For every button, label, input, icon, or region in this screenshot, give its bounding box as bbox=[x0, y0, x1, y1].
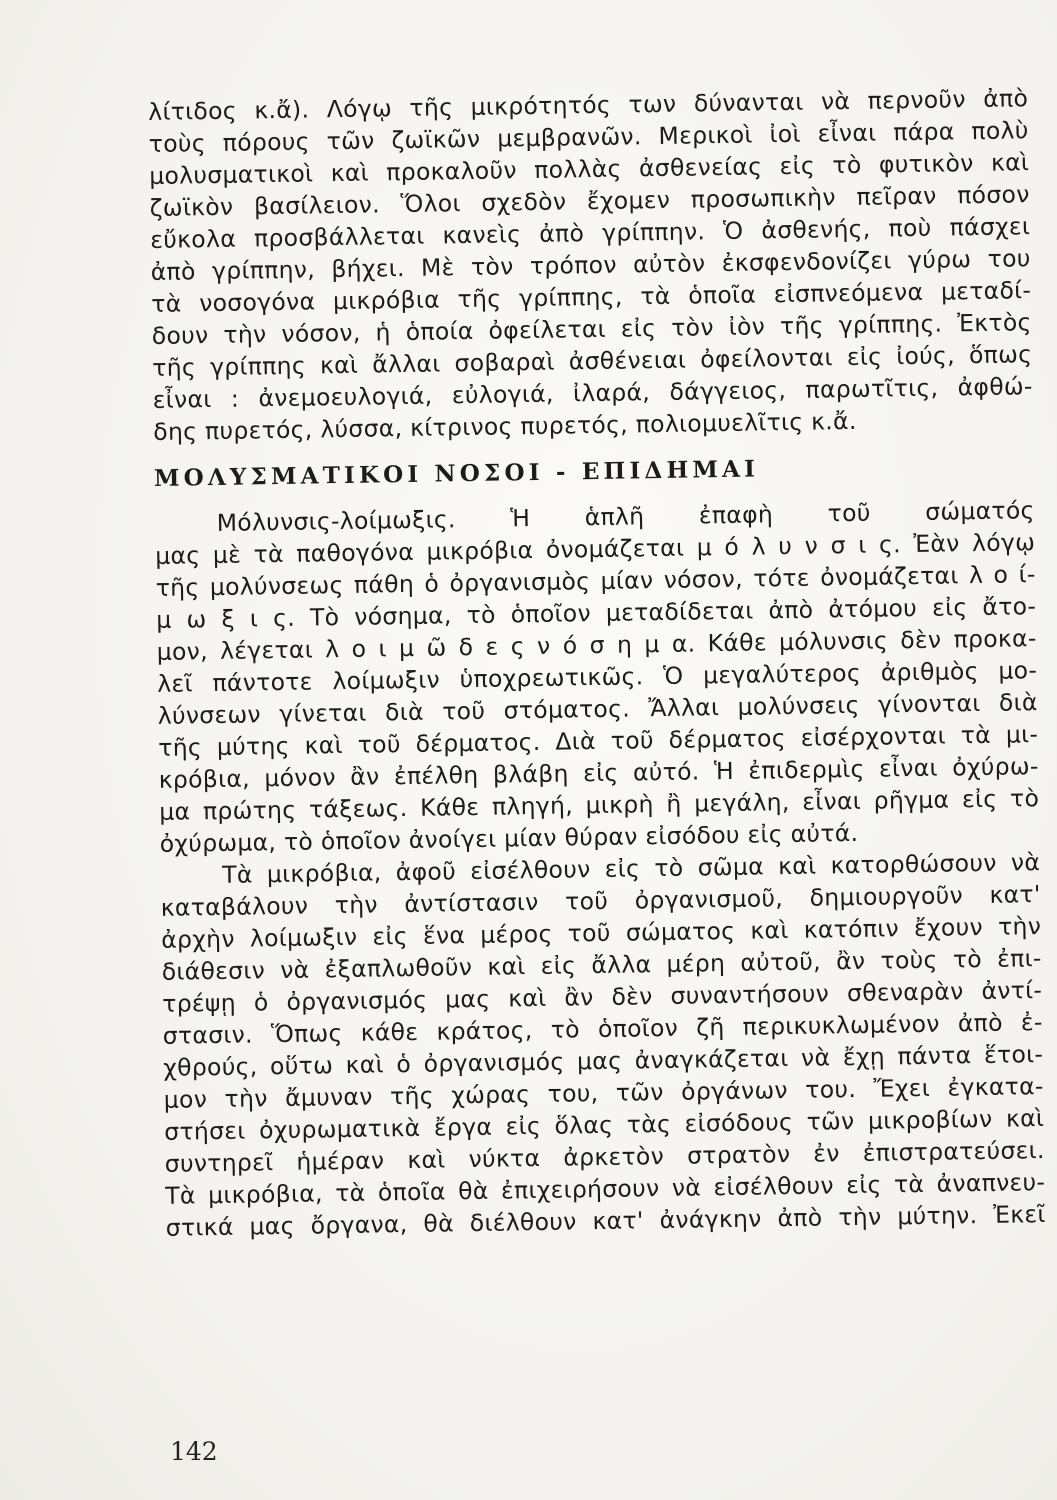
text-line: τρέψῃ ὁ ὀργανισμός μας καὶ ἂν δὲν συναντήσουν σθεναρὰν ἀντί- bbox=[162, 976, 1043, 1018]
text-line: καταβάλουν τὴν ἀντίστασιν τοῦ ὀργανισμοῦ, δημιουργοῦν κατ' bbox=[160, 880, 1041, 922]
page-number: 142 bbox=[170, 1437, 218, 1466]
text-line: χθρούς, οὕτω καὶ ὁ ὀργανισμός μας ἀναγκάζεται νὰ ἔχῃ πάντα ἕτοι- bbox=[163, 1040, 1044, 1082]
text-line: λύνσεων γίνεται διὰ τοῦ στόματος. Ἄλλαι μολύνσεις γίνονται διὰ bbox=[157, 688, 1038, 730]
paragraph-3 bbox=[160, 846, 1046, 1244]
text-line: ἀπὸ γρίππην, βήχει. Μὲ τὸν τρόπον αὐτὸν ἐκσφενδονίζει γύρω του bbox=[150, 244, 1031, 286]
text-line: στικά μας ὄργανα, θὰ διέλθουν κατ' ἀνάγκην ἀπὸ τὴν μύτην. Ἐκεῖ bbox=[165, 1200, 1046, 1242]
text-line: Τὰ μικρόβια, τὰ ὁποῖα θὰ ἐπιχειρήσουν νὰ εἰσέλθουν εἰς τὰ ἀναπνευ- bbox=[165, 1168, 1046, 1210]
text-line: τοὺς πόρους τῶν ζωϊκῶν μεμβρανῶν. Μερικοὶ ἰοὶ εἶναι πάρα πολὺ bbox=[148, 116, 1029, 158]
text-line: στήσει ὀχυρωματικὰ ἔργα εἰς ὅλας τὰς εἰσόδους τῶν μικροβίων καὶ bbox=[164, 1104, 1045, 1146]
text-line: μα πρώτης τάξεως. Κάθε πληγή, μικρὴ ἢ μεγάλη, εἶναι ρῆγμα εἰς τὸ bbox=[159, 784, 1040, 826]
text-line: μολυσματικοὶ καὶ προκαλοῦν πολλὰς ἀσθενείας εἰς τὸ φυτικὸν καὶ bbox=[149, 148, 1030, 190]
text-line: κρόβια, μόνον ἂν ἐπέλθη βλάβη εἰς αὐτό. Ἡ ἐπιδερμὶς εἶναι ὀχύρω- bbox=[158, 752, 1039, 794]
text-line: λίτιδος κ.ἄ). Λόγῳ τῆς μικρότητός των δύνανται νὰ περνοῦν ἀπὸ bbox=[148, 84, 1029, 126]
text-line: ζωϊκὸν βασίλειον. Ὅλοι σχεδὸν ἔχομεν προσωπικὴν πεῖραν πόσον bbox=[149, 180, 1030, 222]
text-block bbox=[148, 82, 1046, 1244]
text-line: δουν τὴν νόσον, ἡ ὁποία ὀφείλεται εἰς τὸν ἰὸν τῆς γρίππης. Ἐκτὸς bbox=[151, 308, 1032, 350]
text-line: μ ω ξ ι ς. Τὸ νόσημα, τὸ ὁποῖον μεταδίδεται ἀπὸ ἀτόμου εἰς ἄτο- bbox=[156, 592, 1037, 634]
text-line: εὔκολα προσβάλλεται κανεὶς ἀπὸ γρίππην. Ὁ ἀσθενής, ποὺ πάσχει bbox=[150, 212, 1031, 254]
text-line: τῆς μολύνσεως πάθη ὁ ὀργανισμὸς μίαν νόσον, τότε ὀνομάζεται λ ο ί- bbox=[155, 560, 1036, 602]
text-line: διάθεσιν νὰ ἐξαπλωθοῦν καὶ εἰς ἄλλα μέρη αὐτοῦ, ἂν τοὺς τὸ ἐπι- bbox=[161, 944, 1042, 986]
text-line: συντηρεῖ ἡμέραν καὶ νύκτα ἀρκετὸν στρατὸν ἐν ἐπιστρατεύσει. bbox=[164, 1136, 1045, 1178]
text-line: τὰ νοσογόνα μικρόβια τῆς γρίππης, τὰ ὁποῖα εἰσπνεόμενα μεταδί- bbox=[151, 276, 1032, 318]
text-line: μας μὲ τὰ παθογόνα μικρόβια ὀνομάζεται μ ό λ υ ν σ ι ς. Ἐὰν λόγῳ bbox=[155, 528, 1036, 570]
section-heading: ΜΟΛΥΣΜΑΤΙΚΟΙ ΝΟΣΟΙ - ΕΠΙΔΗΜΑΙ bbox=[153, 455, 760, 492]
text-line: δης πυρετός, λύσσα, κίτρινος πυρετός, πολιομυελῖτις κ.ἄ. bbox=[153, 406, 857, 446]
text-line: τῆς γρίππης καὶ ἄλλαι σοβαραὶ ἀσθένειαι ὀφείλονται εἰς ἰούς, ὅπως bbox=[152, 340, 1033, 382]
text-line: στασιν. Ὅπως κάθε κράτος, τὸ ὁποῖον ζῆ περικυκλωμένον ἀπὸ ἐ- bbox=[162, 1008, 1043, 1050]
text-line: λεῖ πάντοτε λοίμωξιν ὑποχρεωτικῶς. Ὁ μεγαλύτερος ἀριθμὸς μο- bbox=[157, 656, 1038, 698]
paragraph-1 bbox=[148, 82, 1033, 448]
text-line: ὀχύρωμα, τὸ ὁποῖον ἀνοίγει μίαν θύραν εἰσόδου εἰς αὐτά. bbox=[159, 818, 859, 858]
text-line: ἀρχὴν λοίμωξιν εἰς ἕνα μέρος τοῦ σώματος καὶ κατόπιν ἔχουν τὴν bbox=[161, 912, 1042, 954]
paragraph-2 bbox=[154, 494, 1039, 860]
text-line: εἶναι : ἀνεμοευλογιά, εὐλογιά, ἰλαρά, δάγγειος, παρωτῖτις, ἀφθώ- bbox=[152, 372, 1033, 414]
text-line: Τὰ μικρόβια, ἀφοῦ εἰσέλθουν εἰς τὸ σῶμα καὶ κατορθώσουν νὰ bbox=[222, 848, 1041, 889]
text-line: μον, λέγεται λ ο ι μ ῶ δ ε ς ν ό σ η μ α. Κάθε μόλυνσις δὲν προκα- bbox=[156, 624, 1037, 666]
text-line: Μόλυνσις-λοίμωξις. Ἡ ἁπλῆ ἐπαφὴ τοῦ σώματός bbox=[216, 496, 1035, 537]
text-line: μον τὴν ἄμυναν τῆς χώρας του, τῶν ὀργάνων του. Ἔχει ἐγκατα- bbox=[163, 1072, 1044, 1114]
text-line: τῆς μύτης καὶ τοῦ δέρματος. Διὰ τοῦ δέρματος εἰσέρχονται τὰ μι- bbox=[158, 720, 1039, 762]
